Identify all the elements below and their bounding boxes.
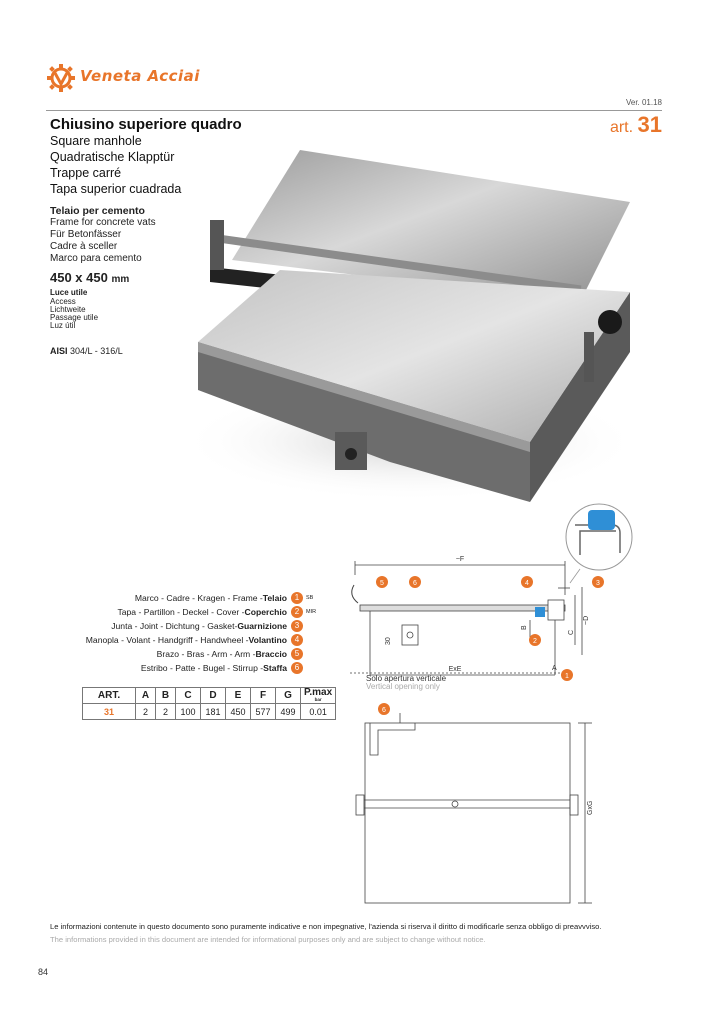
col-header: D (201, 688, 226, 704)
part-item (111, 620, 322, 632)
spec-cell: 31 (83, 704, 136, 720)
callout-label: 1 (565, 673, 569, 680)
dim-d: ~D (583, 615, 590, 625)
spec-cell: 100 (176, 704, 201, 720)
callout-label: 4 (525, 580, 529, 587)
material-spec (50, 346, 123, 356)
dim-b: B (521, 625, 528, 630)
title-translation: Quadratische Klapptür (50, 150, 175, 164)
col-header: B (156, 688, 176, 704)
plan-view (356, 713, 592, 903)
size-value (50, 270, 129, 285)
part-number-badge: 5 (291, 648, 303, 660)
callout-label: 6 (382, 707, 386, 714)
part-desc: Tapa - Partillon - Deckel - Cover - (117, 607, 245, 617)
spec-table (82, 687, 336, 720)
frame-translation: Cadre à sceller (50, 241, 118, 252)
product-photo (170, 142, 640, 502)
product-title: Chiusino superiore quadro (50, 116, 242, 133)
part-name: Telaio (262, 593, 287, 603)
spec-cell: 499 (276, 704, 301, 720)
frame-translation: Marco para cemento (50, 253, 142, 264)
part-item (135, 592, 322, 604)
page-number: 84 (38, 967, 49, 977)
spec-cell: 577 (251, 704, 276, 720)
handwheel-icon (598, 310, 622, 334)
spec-cell: 0.01 (301, 704, 336, 720)
stirrup-hole (345, 448, 357, 460)
opening-note-en: Vertical opening only (366, 682, 440, 691)
part-name: Guarnizione (237, 621, 287, 631)
frame-translation: Für Betonfässer (50, 229, 122, 240)
part-number-badge: 4 (291, 634, 303, 646)
spec-data-row (83, 704, 336, 720)
technical-drawing (330, 495, 660, 910)
spec-cell: 2 (136, 704, 156, 720)
part-item (117, 606, 322, 618)
part-desc: Estribo - Patte - Bugel - Stirrup - (140, 663, 264, 673)
header-divider (46, 110, 662, 111)
hinge-left (210, 220, 224, 270)
material-value: 304/L - 316/L (70, 346, 123, 356)
disclaimer-en: The informations provided in this document are intended for informational purposes only and are subject to change without notice. (50, 935, 486, 944)
article-label (610, 112, 662, 138)
detail-gasket (588, 510, 615, 530)
part-suffix: SB (306, 595, 314, 601)
access-translation: Luz útil (50, 321, 76, 330)
title-translation: Tapa superior cuadrada (50, 182, 182, 196)
access-heading: Luce utile (50, 288, 88, 297)
article-number: 31 (637, 112, 662, 137)
callout-label: 2 (533, 638, 537, 645)
material-label: AISI (50, 346, 68, 356)
disclaimer-it: Le informazioni contenute in questo documento sono puramente indicative e non impegnative, l'azienda si riserva il diritto di modificarle senza obbligo di preavvviso. (50, 922, 602, 931)
dim-gxg: GxG (587, 800, 594, 815)
callout-label: 6 (413, 580, 417, 587)
part-desc: Junta - Joint - Dichtung - Gasket- (111, 621, 238, 631)
dim-30: 30 (385, 637, 392, 645)
part-name: Staffa (263, 663, 287, 673)
frame-translation: Frame for concrete vats (50, 217, 156, 228)
access-translation: Lichtweite (50, 305, 86, 314)
frame-heading: Telaio per cemento (50, 205, 145, 217)
part-desc: Manopla - Volant - Handgriff - Handwheel - (85, 635, 249, 645)
pmax-unit: bar (314, 696, 322, 702)
col-header: F (251, 688, 276, 704)
col-header: G (276, 688, 301, 704)
dim-c: C (568, 629, 575, 635)
pmax-label: P.max (304, 686, 333, 698)
title-translation: Square manhole (50, 134, 142, 148)
part-number-badge: 1 (291, 592, 303, 604)
part-suffix: MIR (306, 609, 317, 615)
brand-name: Veneta Acciai (80, 67, 200, 85)
opening-note-it: Solo apertura verticale (366, 674, 447, 683)
dim-exe: ExE (448, 666, 462, 673)
part-desc: Marco - Cadre - Kragen - Frame - (134, 593, 263, 603)
col-header: E (226, 688, 251, 704)
size-number: 450 x 450 (50, 270, 108, 285)
dim-a: A (552, 665, 557, 672)
spec-cell: 2 (156, 704, 176, 720)
article-prefix: art. (609, 119, 634, 136)
part-name: Coperchio (244, 607, 287, 617)
dim-f: ~F (455, 556, 465, 563)
access-translation: Passage utile (50, 313, 99, 322)
part-desc: Brazo - Bras - Arm - Arm - (156, 649, 256, 659)
version-label: Ver. 01.18 (625, 98, 662, 107)
part-item (86, 634, 322, 646)
callout-label: 5 (380, 580, 384, 587)
hinge-right (584, 332, 594, 382)
part-name: Volantino (248, 635, 287, 645)
part-number-badge: 2 (291, 606, 303, 618)
col-header: A (136, 688, 156, 704)
access-translation: Access (50, 297, 76, 306)
callout-badges (376, 576, 604, 715)
col-header: C (176, 688, 201, 704)
gear-logo-icon (46, 62, 76, 94)
part-item (157, 648, 322, 660)
part-number-badge: 6 (291, 662, 303, 674)
detail-leader (570, 569, 580, 583)
spec-header-row (83, 688, 336, 704)
part-number-badge: 3 (291, 620, 303, 632)
size-unit: mm (111, 274, 130, 285)
spec-cell: 181 (201, 704, 226, 720)
spec-cell: 450 (226, 704, 251, 720)
callout-label: 3 (596, 580, 600, 587)
title-translation: Trappe carré (50, 166, 122, 180)
gasket-marker (535, 607, 545, 617)
part-item (141, 662, 322, 674)
part-name: Braccio (255, 649, 287, 659)
col-header: ART. (83, 688, 136, 704)
